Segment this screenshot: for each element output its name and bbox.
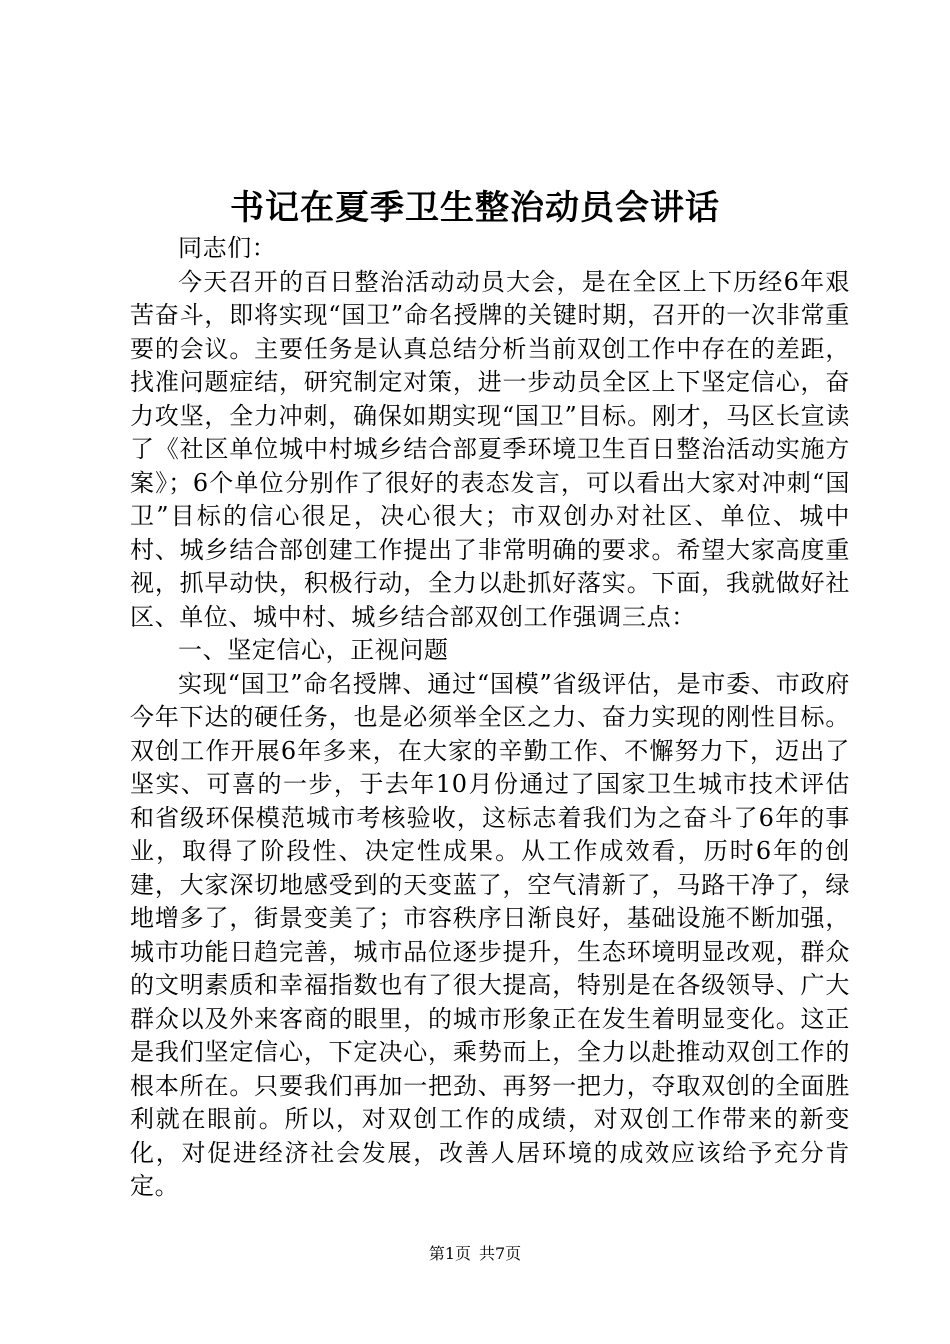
document-title: 书记在夏季卫生整治动员会讲话 xyxy=(230,188,720,228)
intro-paragraph: 今天召开的百日整治活动动员大会，是在全区上下历经6年艰苦奋斗，即将实现“国卫”命名授牌的关键时期，召开的一次非常重要的会议。主要任务是认真总结分析当前双创工作中存在的差距，找准问题症结，研究制定对策，进一步动员全区上下坚定信心，奋力攻坚，全力冲刺，确保如期实现“国卫”目标。刚才，马区长宣读了《社区单位城中村城乡结合部夏季环境卫生百日整治活动实施方案》；6个单位分别作了很好的表态发言，可以看出大家对冲刺“国卫”目标的信心很足，决心很大；市双创办对社区、单位、城中村、城乡结合部创建工作提出了非常明确的要求。希望大家高度重视，抓早动快，积极行动，全力以赴抓好落实。下面，我就做好社区、单位、城中村、城乡结合部双创工作强调三点： xyxy=(130,267,850,631)
section-body-paragraph: 实现“国卫”命名授牌、通过“国模”省级评估，是市委、市政府今年下达的硬任务，也是必须举全区之力、奋力实现的刚性目标。双创工作开展6年多来，在大家的辛勤工作、不懈努力下，迈出了坚实、可喜的一步，于去年10月份通过了国家卫生城市技术评估和省级环保模范城市考核验收，这标志着我们为之奋斗了6年的事业，取得了阶段性、决定性成果。从工作成效看，历时6年的创建，大家深切地感受到的天变蓝了，空气清新了，马路干净了，绿地增多了，街景变美了；市容秩序日渐良好，基础设施不断加强，城市功能日趋完善，城市品位逐步提升，生态环境明显改观，群众的文明素质和幸福指数也有了很大提高，特别是在各级领导、广大群众以及外来客商的眼里，的城市形象正在发生着明显变化。这正是我们坚定信心，下定决心，乘势而上，全力以赴推动双创工作的根本所在。只要我们再加一把劲、再努一把力，夺取双创的全面胜利就在眼前。所以，对双创工作的成绩，对双创工作带来的新变化，对促进经济社会发展，改善人居环境的成效应该给予充分肯定。 xyxy=(130,669,850,1200)
page-total: 共7页 xyxy=(479,1244,522,1263)
salutation-paragraph: 同志们： xyxy=(178,234,277,262)
page-footer xyxy=(0,1244,950,1264)
page-number: 第1页 xyxy=(428,1244,471,1263)
document-body xyxy=(130,232,850,1204)
section-heading: 一、坚定信心，正视问题 xyxy=(178,636,449,664)
